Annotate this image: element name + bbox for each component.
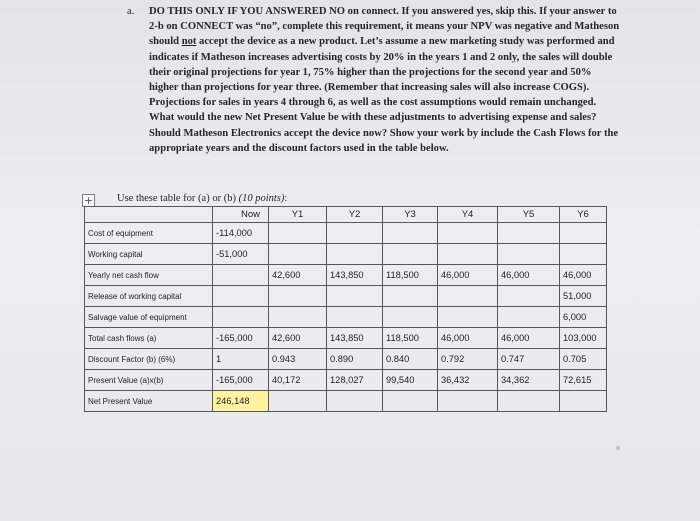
table-cell: 72,615 [560,370,607,391]
header-cell-3: Y2 [327,207,383,223]
table-row [85,307,607,328]
table-row [85,370,607,391]
header-cell-1: Now [213,207,269,223]
table-intro [117,193,287,204]
table-cell [269,244,327,265]
table-cell [560,244,607,265]
table-cell: 6,000 [560,307,607,328]
table-cell: 143,850 [327,328,383,349]
table-cell: 42,600 [269,328,327,349]
table-intro-points: (10 points) [238,193,285,204]
table-header-row [85,207,607,223]
table-cell [498,307,560,328]
table-cell [498,286,560,307]
table-row [85,349,607,370]
header-cell-5: Y4 [438,207,498,223]
table-cell [327,286,383,307]
table-cell [327,223,383,244]
table-cell [327,244,383,265]
row-label: Present Value (a)x(b) [85,370,213,391]
question-part2: accept the device as a new product. Let’s assume a new marketing study was performed and indicates if Matheson increases advertising costs by 20% in the years 1 and 2 only, the sales will double their original projections for year 1, 75% higher than the projections for the second year and 50% higher than projections for year three. (Remember that increasing sales will also increase COGS). Projections for sales in years 4 through 6, as well as the cost assumptions would remain unchanged. What would the new Net Present Value be with these adjustments to advertising expense and sales? Should Matheson Electronics accept the device now? Show your work by include the Cash Flows for the appropriate years and the discount factors used in the table below. [149,36,619,154]
table-cell: 0.792 [438,349,498,370]
table-row [85,286,607,307]
table-cell: 0.890 [327,349,383,370]
table-row [85,223,607,244]
table-cell: 51,000 [560,286,607,307]
table-cell: -51,000 [213,244,269,265]
header-cell-2: Y1 [269,207,327,223]
table-row [85,328,607,349]
table-cell [213,265,269,286]
table-cell [438,307,498,328]
row-label: Total cash flows (a) [85,328,213,349]
table-cell [213,307,269,328]
table-cell: 118,500 [383,265,438,286]
table-cell: 103,000 [560,328,607,349]
table-cell [438,286,498,307]
table-cell: 128,027 [327,370,383,391]
table-cell: -114,000 [213,223,269,244]
row-label: Yearly net cash flow [85,265,213,286]
table-cell [213,286,269,307]
question-text [127,4,623,156]
table-cell [327,391,383,412]
question-label: a. [127,6,135,17]
table-cell [383,223,438,244]
header-cell-4: Y3 [383,207,438,223]
table-cell: 36,432 [438,370,498,391]
table-cell: 46,000 [498,328,560,349]
table-cell [269,223,327,244]
row-label: Cost of equipment [85,223,213,244]
table-cell: -165,000 [213,370,269,391]
table-cell [498,223,560,244]
table-cell [560,223,607,244]
table-intro-text: Use these table for (a) or (b) [117,193,239,204]
cash-flow-table [84,206,607,412]
header-cell-7: Y6 [560,207,607,223]
table-cell: 0.747 [498,349,560,370]
header-cell-6: Y5 [498,207,560,223]
row-label: Net Present Value [85,391,213,412]
table-row [85,265,607,286]
table-cell: 99,540 [383,370,438,391]
table-cell [438,391,498,412]
table-cell [498,244,560,265]
table-cell: 40,172 [269,370,327,391]
table-cell [438,244,498,265]
expand-table-icon[interactable]: + [83,194,94,207]
row-label: Discount Factor (b) (6%) [85,349,213,370]
table-cell [383,307,438,328]
table-cell [438,223,498,244]
question-not-word: not [181,36,197,48]
table-cell [560,391,607,412]
table-cell [498,391,560,412]
table-row [85,244,607,265]
header-cell-0 [85,207,213,223]
npv-value-cell: 246,148 [213,391,269,412]
table-cell: -165,000 [213,328,269,349]
table-cell: 34,362 [498,370,560,391]
question-body [149,4,623,156]
table-cell: 46,000 [560,265,607,286]
table-cell: 46,000 [498,265,560,286]
table-cell: 46,000 [438,328,498,349]
table-cell [327,307,383,328]
table-cell: 0.943 [269,349,327,370]
table-intro-colon: : [284,193,288,204]
table-row [85,391,607,412]
table-cell: 0.705 [560,349,607,370]
row-label: Salvage value of equipment [85,307,213,328]
table-cell [269,391,327,412]
table-cell [269,286,327,307]
table-cell [383,286,438,307]
table-cell: 118,500 [383,328,438,349]
table-cell [383,244,438,265]
table-cell [383,391,438,412]
row-label: Release of working capital [85,286,213,307]
table-cell: 46,000 [438,265,498,286]
row-label: Working capital [85,244,213,265]
table-cell: 0.840 [383,349,438,370]
question-part1: DO THIS ONLY IF YOU ANSWERED NO on connect. If you answered yes, skip this. If your answer to 2-b on CONNECT was “no”, complete this requirement, it means your NPV was negative and Matheson should [149,6,620,48]
table-cell: 143,850 [327,265,383,286]
table-cell: 42,600 [269,265,327,286]
table-cell: 1 [213,349,269,370]
table-cell [269,307,327,328]
decorative-dot [616,446,620,450]
